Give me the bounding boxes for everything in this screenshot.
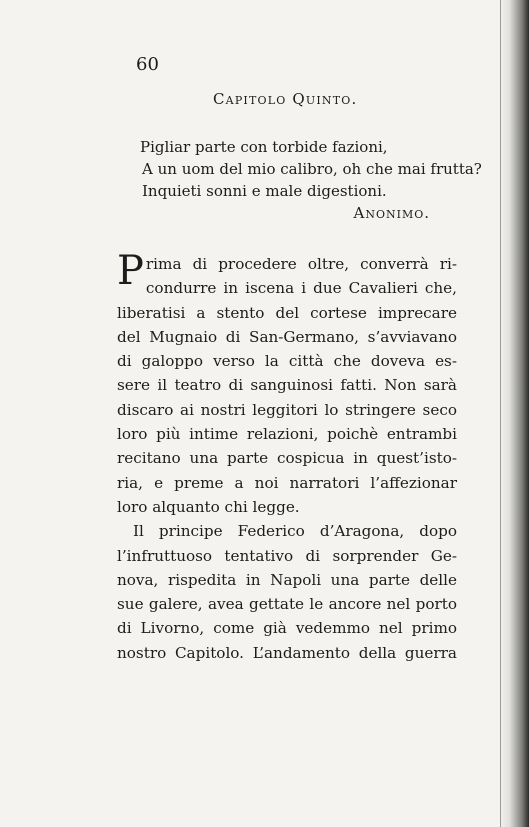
text-line: nova, rispedita in Napoli una parte delle	[117, 570, 457, 589]
drop-cap: P	[117, 248, 144, 294]
text-line: loro alquanto chi legge.	[117, 497, 300, 516]
epigraph-line: Pigliar parte con torbide fazioni,	[140, 138, 388, 156]
text-line: discaro ai nostri leggitori lo stringere seco	[117, 400, 457, 419]
text-line: del Mugnaio di San-Germano, s’avviavano	[117, 327, 457, 346]
text-line: liberatisi a stento del cortese imprecare	[117, 303, 457, 322]
text-line: rima di procedere oltre, converrà ri-	[145, 255, 457, 273]
page-number: 60	[136, 54, 159, 75]
text-line: sere il teatro di sanguinosi fatti. Non sarà	[117, 376, 457, 395]
text-line: di galoppo verso la città che doveva es-	[117, 352, 457, 371]
text-line: l’infruttuoso tentativo di sorprender Ge-	[117, 546, 457, 565]
paragraph-1	[117, 248, 457, 519]
text-line: condurre in iscena i due Cavalieri che,	[145, 279, 457, 298]
text-line: nostro Capitolo. L’andamento della guerra	[117, 643, 457, 662]
text-line: loro più intime relazioni, poichè entrambi	[117, 425, 457, 444]
text-line: recitano una parte cospicua in quest’isto-	[117, 449, 457, 468]
body-text	[117, 248, 457, 665]
epigraph-line: Inquieti sonni e male digestioni.	[142, 182, 387, 200]
epigraph-author: Anonimo.	[353, 204, 430, 222]
chapter-title: Capitolo Quinto.	[213, 90, 358, 108]
page-edge-shadow	[499, 0, 529, 827]
epigraph	[140, 136, 482, 224]
text-line: sue galere, avea gettate le ancore nel porto	[117, 595, 457, 614]
text-line: ria, e preme a noi narratori l’affezionar	[117, 473, 457, 492]
epigraph-line: A un uom del mio calibro, oh che mai frutta?	[142, 160, 482, 178]
text-line: di Livorno, come già vedemmo nel primo	[117, 619, 457, 638]
text-line: Il principe Federico d’Aragona, dopo	[133, 522, 457, 541]
paragraph-2	[117, 519, 457, 665]
page-edge-line	[500, 0, 501, 827]
